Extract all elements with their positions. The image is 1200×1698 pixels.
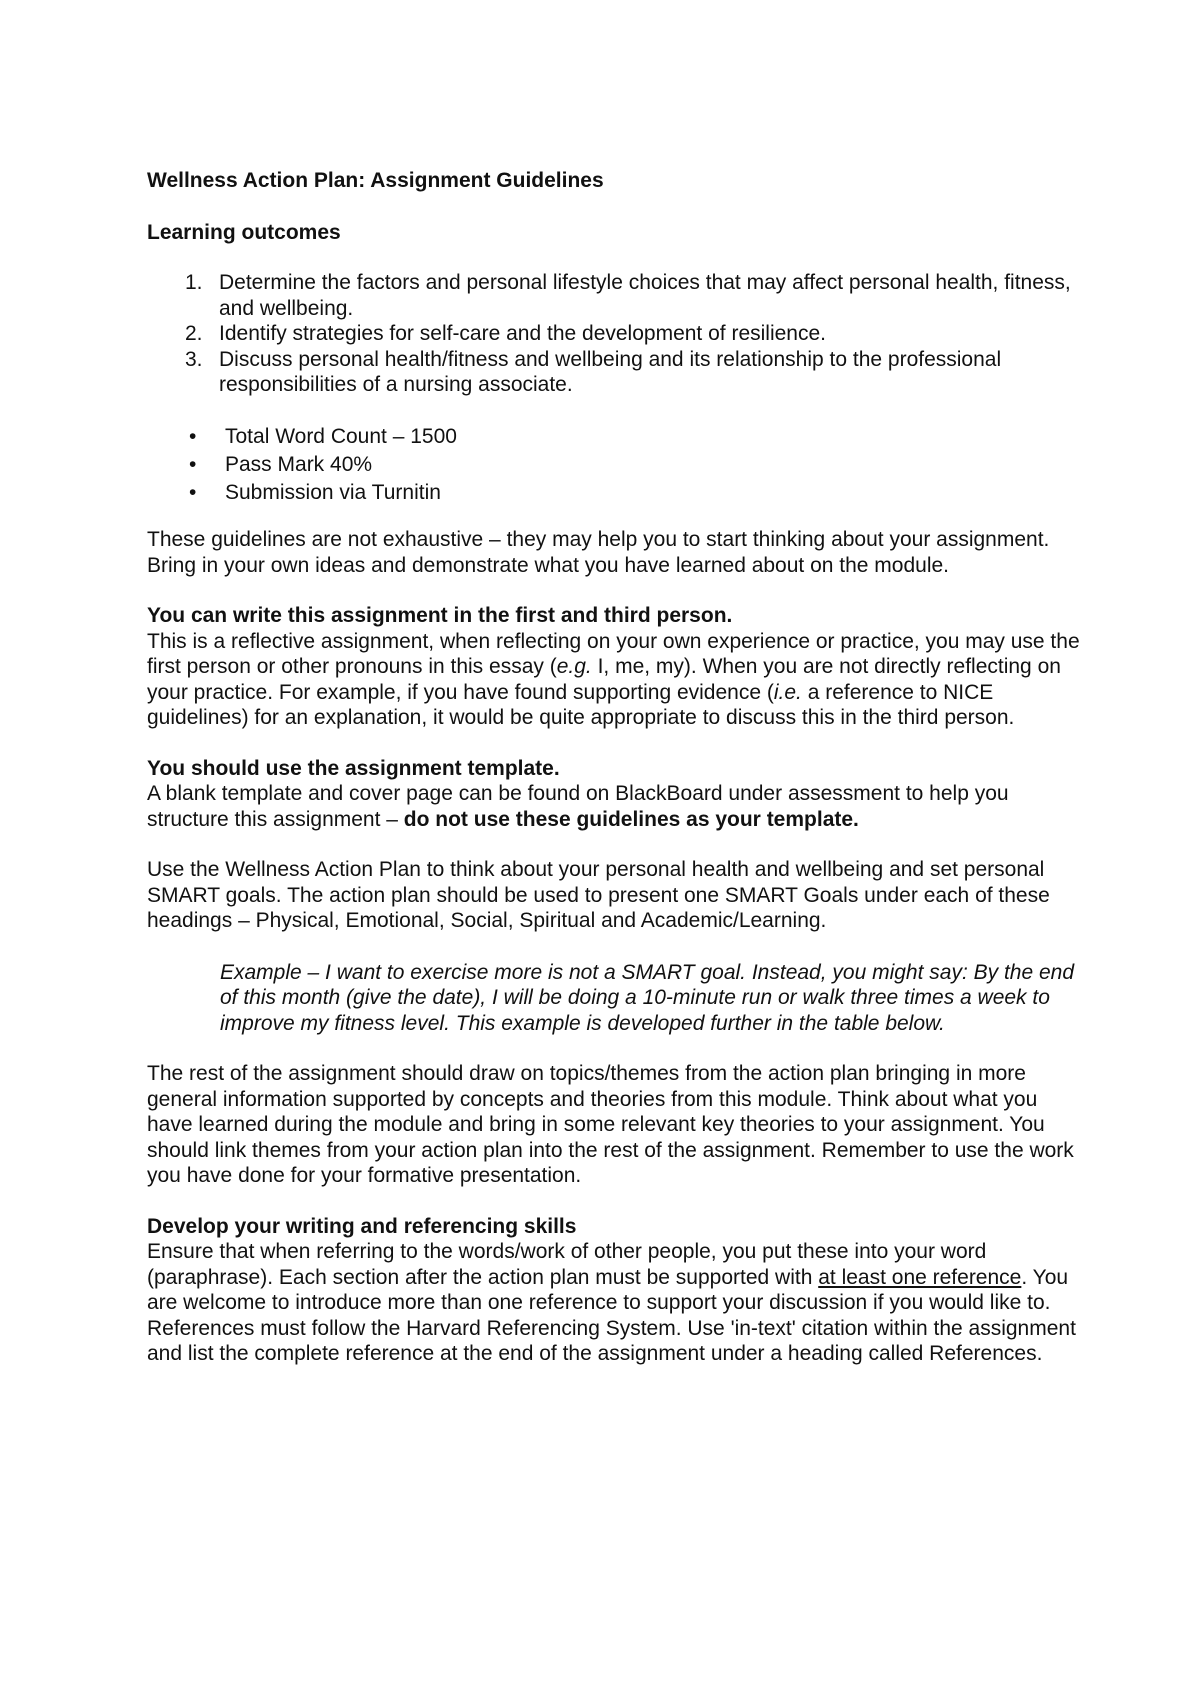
person-text-part1: This is a reflective assignment, when reflecting on your own experience or practice, you may use the first person or other pronouns in this essay ( — [147, 629, 1080, 678]
template-section-paragraph — [147, 781, 1087, 832]
fact-item — [147, 452, 1087, 478]
learning-outcome-text: Determine the factors and personal lifestyle choices that may affect personal health, fitness, and wellbeing. — [219, 271, 1071, 320]
learning-outcomes-list — [147, 270, 1087, 398]
document-page — [147, 168, 1087, 1367]
rest-of-assignment-paragraph: The rest of the assignment should draw on topics/themes from the action plan bringing in more general information supported by concepts and theories from this module. Think about what you have learned during the module and bring in some relevant key theories to your assignment. You should link themes from your action plan into the rest of the assignment. Remember to use the work you have done for your formative presentation. — [147, 1062, 1074, 1187]
person-section-paragraph — [147, 629, 1087, 731]
writing-section-heading: Develop your writing and referencing skills — [147, 1214, 577, 1238]
person-section-heading: You can write this assignment in the first and third person. — [147, 604, 733, 627]
bullet-icon: • — [189, 480, 197, 504]
intro-paragraph: These guidelines are not exhaustive – they may help you to start thinking about your assignment. Bring in your own ideas and demonstrate what you have learned about on the module. — [147, 528, 1050, 577]
learning-outcome-item — [147, 321, 1087, 347]
fact-item — [147, 480, 1087, 506]
template-text: A blank template and cover page can be found on BlackBoard under assessment to help you structure this assignment – — [147, 782, 1009, 831]
fact-text: Total Word Count – 1500 — [225, 424, 457, 448]
list-number: 3. — [185, 347, 203, 371]
learning-outcome-text: Identify strategies for self-care and the development of resilience. — [219, 322, 826, 345]
writing-text-part2: . You are welcome to introduce more than one reference to support your discussion if you would like to. References must follow the Harvard Referencing System. Use 'in-text' citation within the assignment and list the complete reference at the end of the assignment under a heading called References. — [147, 1265, 1076, 1365]
writing-underlined-text: at least one reference — [818, 1265, 1022, 1289]
learning-outcomes-heading: Learning outcomes — [147, 220, 341, 244]
person-text-ie: i.e. — [773, 680, 802, 704]
person-text-eg: e.g. — [556, 655, 592, 678]
list-number: 2. — [185, 322, 203, 345]
writing-text-part1: Ensure that when referring to the words/work of other people, you put these into your word (paraphrase). Each section after the action plan must be supported with — [147, 1240, 987, 1289]
bullet-icon: • — [189, 452, 197, 476]
template-bold-text: do not use these guidelines as your template. — [403, 807, 859, 831]
template-section-heading: You should use the assignment template. — [147, 756, 560, 780]
person-text-part2: I, me, my). When you are not directly reflecting on your practice. For example, if you have found supporting evidence ( — [147, 655, 1061, 704]
learning-outcome-text: Discuss personal health/fitness and wellbeing and its relationship to the professional responsibilities of a nursing associate. — [219, 347, 1002, 396]
learning-outcome-item — [147, 270, 1087, 321]
document-title: Wellness Action Plan: Assignment Guidelines — [147, 169, 604, 192]
example-paragraph: Example – I want to exercise more is not a SMART goal. Instead, you might say: By the end of this month (give the date), I will be doing a 10-minute run or walk three times a week to improve my fitness level. This example is developed further in the table below. — [220, 960, 1075, 1035]
smart-goals-paragraph: Use the Wellness Action Plan to think about your personal health and wellbeing and set personal SMART goals. The action plan should be used to present one SMART Goals under each of these headings – Physical, Emotional, Social, Spiritual and Academic/Learning. — [147, 858, 1050, 932]
writing-section-paragraph — [147, 1239, 1087, 1367]
assignment-facts-list — [147, 424, 1087, 506]
list-number: 1. — [185, 271, 203, 294]
fact-item — [147, 424, 1087, 450]
learning-outcome-item — [147, 347, 1087, 398]
fact-text: Submission via Turnitin — [225, 480, 441, 504]
person-text-part3: a reference to NICE guidelines) for an explanation, it would be quite appropriate to discuss this in the third person. — [147, 680, 1015, 729]
bullet-icon: • — [189, 424, 197, 448]
fact-text: Pass Mark 40% — [225, 452, 373, 476]
